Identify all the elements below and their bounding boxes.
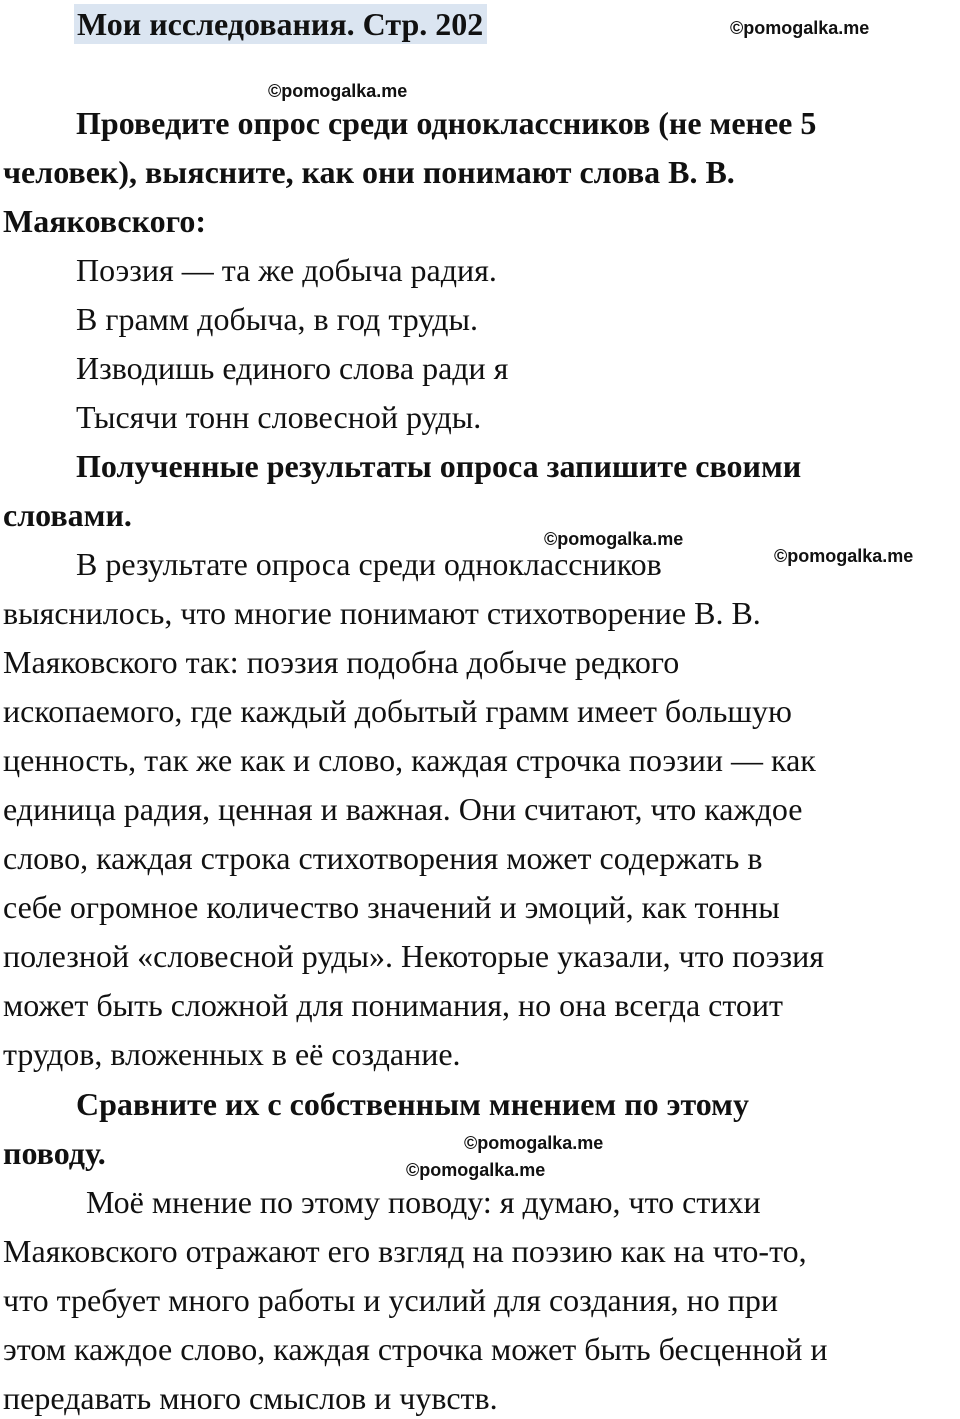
- task-question-line: словами.: [3, 497, 132, 533]
- answer-line: этом каждое слово, каждая строчка может быть бесценной и: [3, 1331, 828, 1367]
- watermark: ©pomogalka.me: [406, 1160, 546, 1180]
- answer-line: может быть сложной для понимания, но она всегда стоит: [3, 987, 784, 1023]
- poem-line: В грамм добыча, в год труды.: [76, 301, 479, 337]
- answer-line: В результате опроса среди одноклассников: [76, 546, 662, 582]
- watermark: ©pomogalka.me: [774, 546, 914, 566]
- task-question-line: Полученные результаты опроса запишите своими: [76, 448, 802, 484]
- answer-line: передавать много смыслов и чувств.: [3, 1380, 498, 1416]
- answer-line: ценность, так же как и слово, каждая строчка поэзии — как: [3, 742, 816, 778]
- poem-line: Изводишь единого слова ради я: [76, 350, 509, 386]
- answer-line: что требует много работы и усилий для создания, но при: [3, 1282, 779, 1318]
- task-question-line: Маяковского:: [3, 203, 207, 239]
- answer-line: выяснилось, что многие понимают стихотворение В. В.: [3, 595, 761, 631]
- watermark: ©pomogalka.me: [730, 18, 870, 38]
- task-question-line: Сравните их с собственным мнением по этому: [76, 1086, 749, 1122]
- answer-line: Моё мнение по этому поводу: я думаю, что стихи: [86, 1184, 761, 1220]
- answer-line: ископаемого, где каждый добытый грамм имеет большую: [3, 693, 792, 729]
- task-question-line: поводу.: [3, 1135, 106, 1171]
- task-question-line: человек), выясните, как они понимают слова В. В.: [3, 154, 735, 190]
- answer-line: себе огромное количество значений и эмоций, как тонны: [3, 889, 780, 925]
- answer-line: единица радия, ценная и важная. Они считают, что каждое: [3, 791, 803, 827]
- answer-line: Маяковского отражают его взгляд на поэзию как на что-то,: [3, 1233, 807, 1269]
- answer-line: трудов, вложенных в её создание.: [3, 1036, 461, 1072]
- watermark: ©pomogalka.me: [544, 529, 684, 549]
- watermark: ©pomogalka.me: [464, 1133, 604, 1153]
- answer-line: Маяковского так: поэзия подобна добыче редкого: [3, 644, 680, 680]
- answer-line: слово, каждая строка стихотворения может содержать в: [3, 840, 763, 876]
- page-title: Мои исследования. Стр. 202: [74, 4, 487, 44]
- watermark: ©pomogalka.me: [268, 81, 408, 101]
- task-question-line: Проведите опрос среди одноклассников (не менее 5: [76, 105, 817, 141]
- poem-line: Тысячи тонн словесной руды.: [76, 399, 482, 435]
- answer-line: полезной «словесной руды». Некоторые указали, что поэзия: [3, 938, 824, 974]
- poem-line: Поэзия — та же добыча радия.: [76, 252, 497, 288]
